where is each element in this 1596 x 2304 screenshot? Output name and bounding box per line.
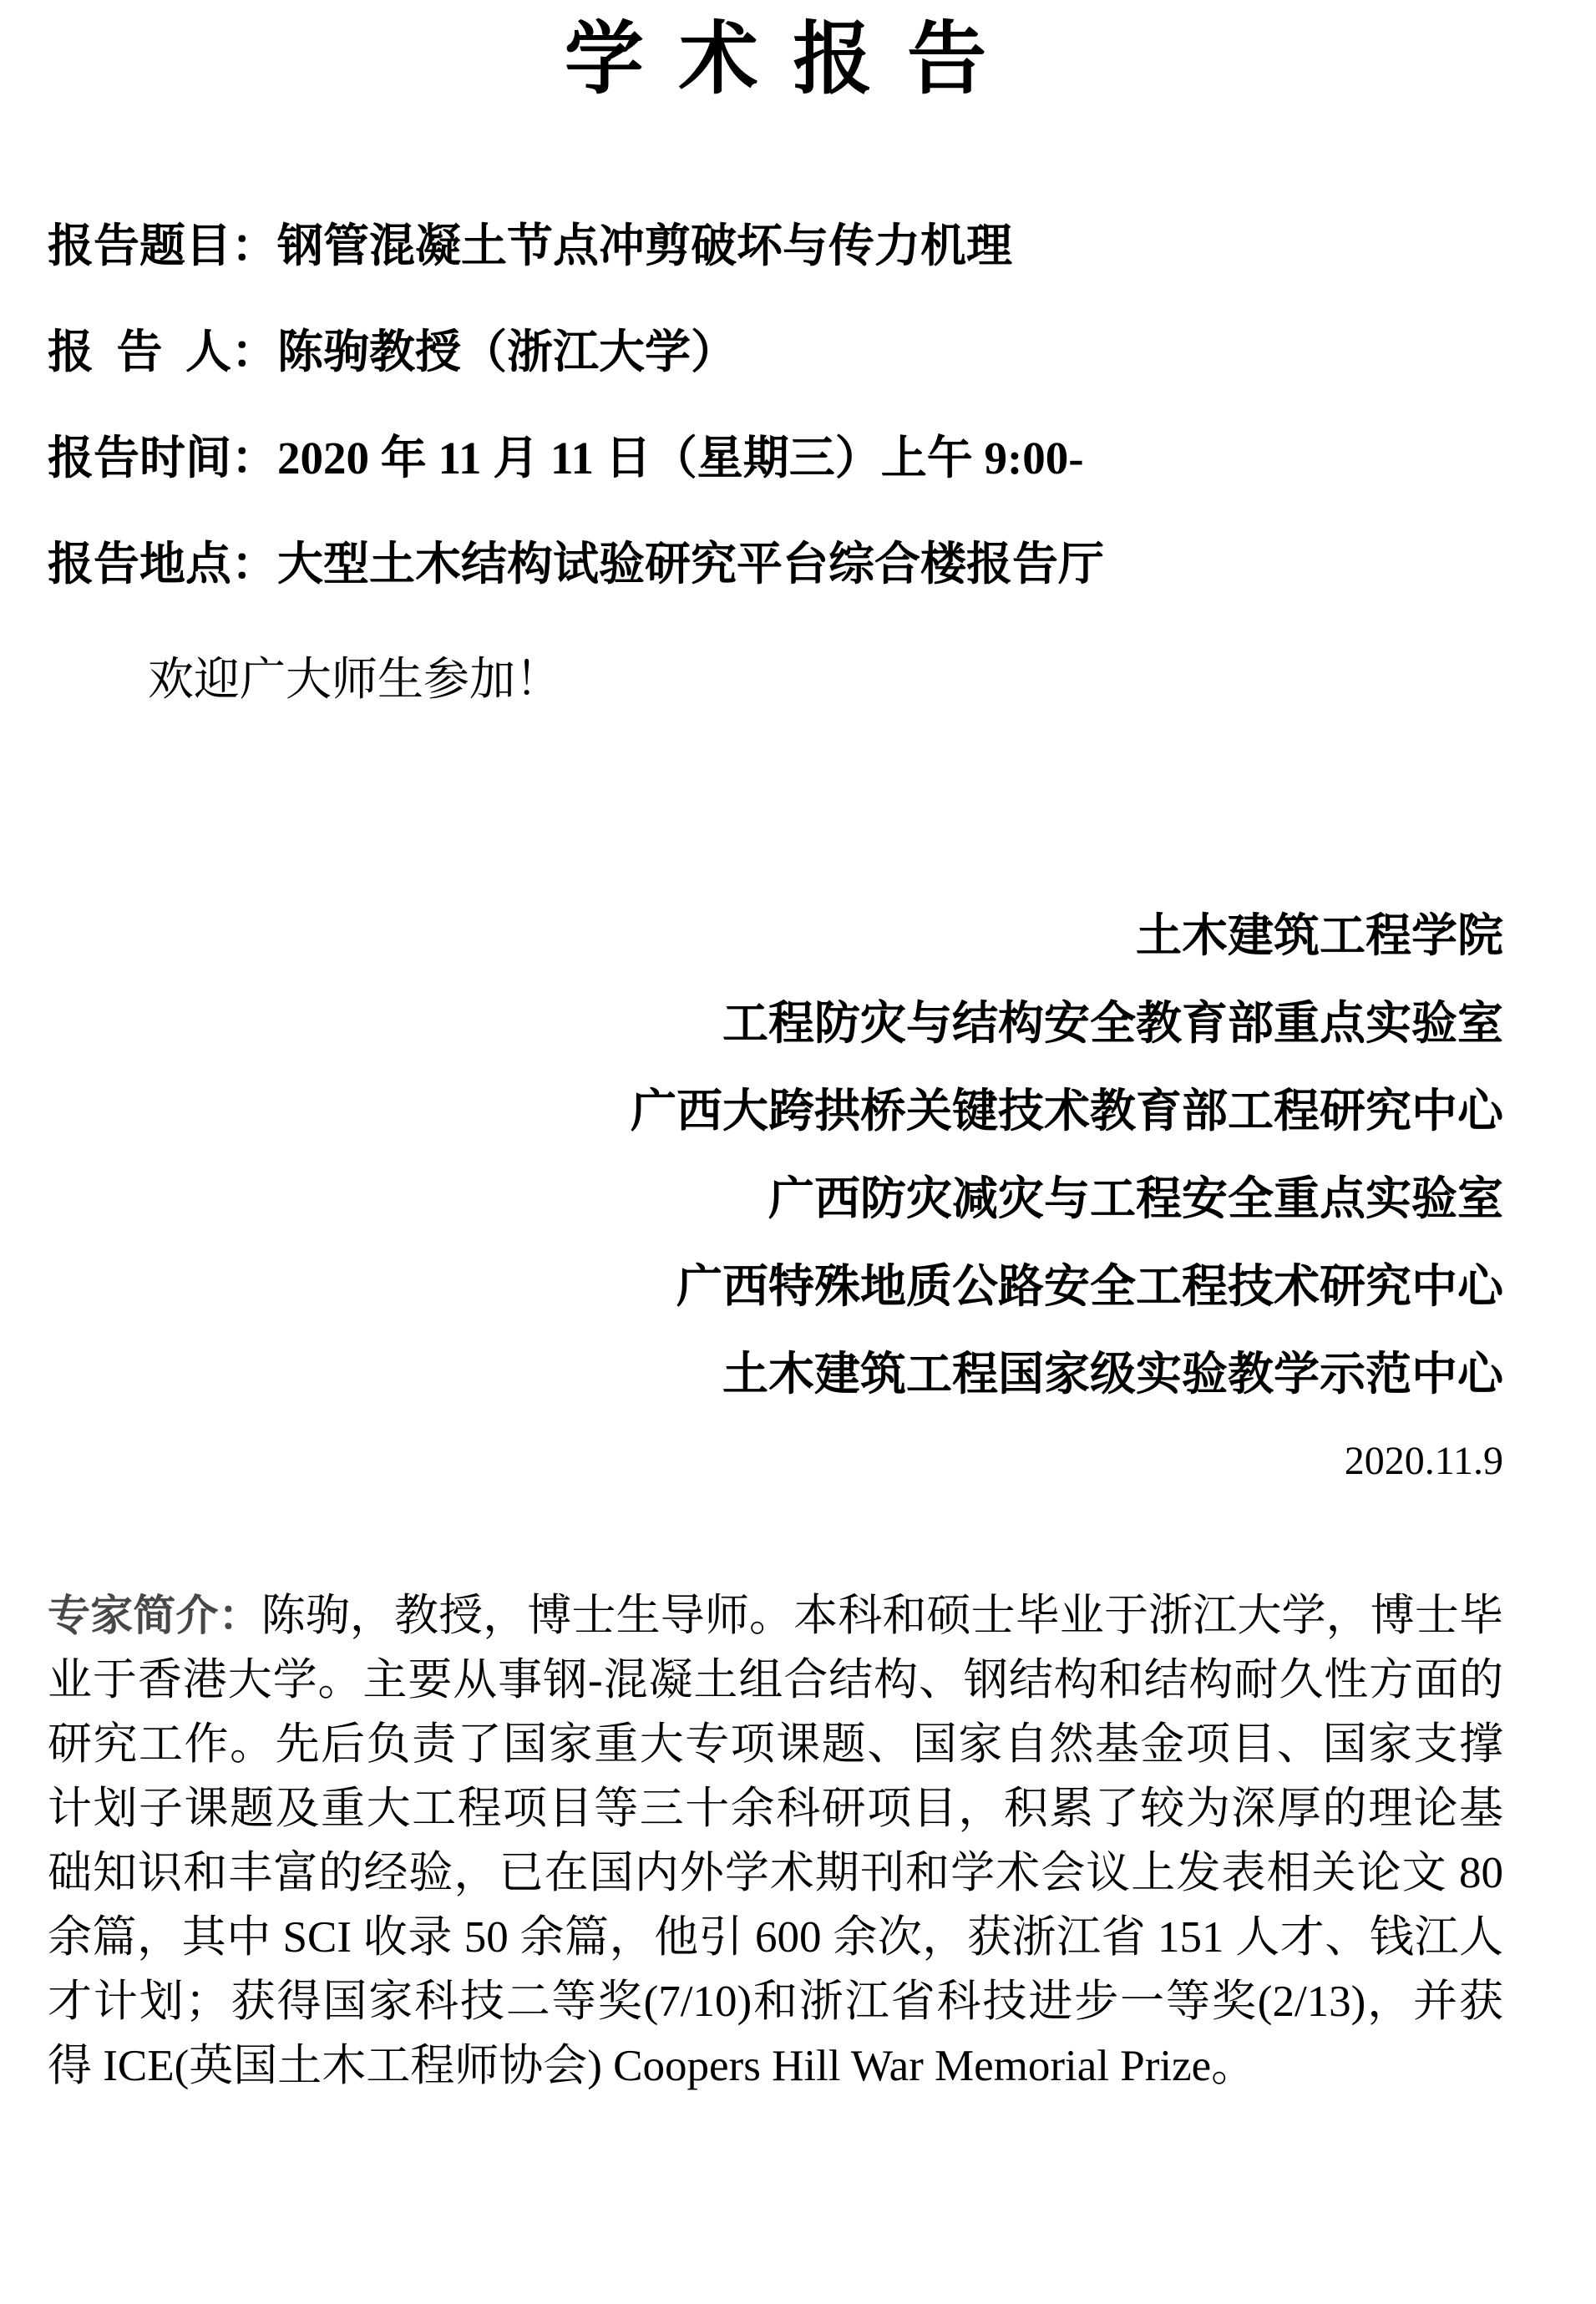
bio-paragraph <box>48 1583 1503 2099</box>
organizer-line-teaching-center: 土木建筑工程国家级实验教学示范中心 <box>722 1349 1503 1400</box>
detail-row-speaker <box>48 325 1503 380</box>
organizer-line-moe-key-lab: 工程防灾与结构安全教育部重点实验室 <box>722 998 1503 1049</box>
detail-value-venue: 大型土木结构试验研究平台综合楼报告厅 <box>277 539 1105 590</box>
welcome-line: 欢迎广大师生参加！ <box>148 654 562 705</box>
date-line: 2020.11.9 <box>1344 1439 1503 1483</box>
detail-value-speaker: 陈驹教授（浙江大学） <box>277 327 737 377</box>
detail-row-time <box>48 431 1503 486</box>
organizer-line-college: 土木建筑工程学院 <box>1135 910 1503 961</box>
detail-value-topic: 钢管混凝土节点冲剪破坏与传力机理 <box>277 220 1013 271</box>
detail-value-time: 2020 年 11 月 11 日（星期三）上午 9:00- <box>277 433 1084 484</box>
detail-row-venue <box>48 537 1503 592</box>
detail-label-speaker: 报 告 人： <box>48 327 278 377</box>
detail-label-venue: 报告地点： <box>48 539 278 590</box>
detail-label-topic: 报告题目： <box>48 220 278 271</box>
detail-row-topic <box>48 219 1503 274</box>
bio-text: 陈驹，教授，博士生导师。本科和硕士毕业于浙江大学，博士毕业于香港大学。主要从事钢-混凝土组合结构、钢结构和结构耐久性方面的研究工作。先后负责了国家重大专项课题、国家自然基金项目、国家支撑计划子课题及重大工程项目等三十余科研项目，积累了较为深厚的理论基础知识和丰富的经验，已在国内外学术期刊和学术会议上发表相关论文 80 余篇，其中 SCI 收录 50 余篇，他引 600 余次，获浙江省 151 人才、钱江人才计划；获得国家科技二等奖(7/10)和浙江省科技进步一等奖(2/13)，并获得 ICE(英国土木工程师协会) Coopers Hill War Memorial Prize。 <box>48 1592 1503 2090</box>
detail-label-time: 报告时间： <box>48 433 278 484</box>
organizer-block <box>48 892 1503 1418</box>
organizer-line-arch-bridge-center: 广西大跨拱桥关键技术教育部工程研究中心 <box>630 1086 1503 1137</box>
organizer-line-highway-center: 广西特殊地质公路安全工程技术研究中心 <box>676 1261 1503 1312</box>
report-details <box>48 219 1503 592</box>
bio-label: 专家简介： <box>48 1592 261 1639</box>
document-title: 学 术 报 告 <box>564 15 987 104</box>
organizer-line-guangxi-key-lab: 广西防灾减灾与工程安全重点实验室 <box>768 1173 1503 1224</box>
